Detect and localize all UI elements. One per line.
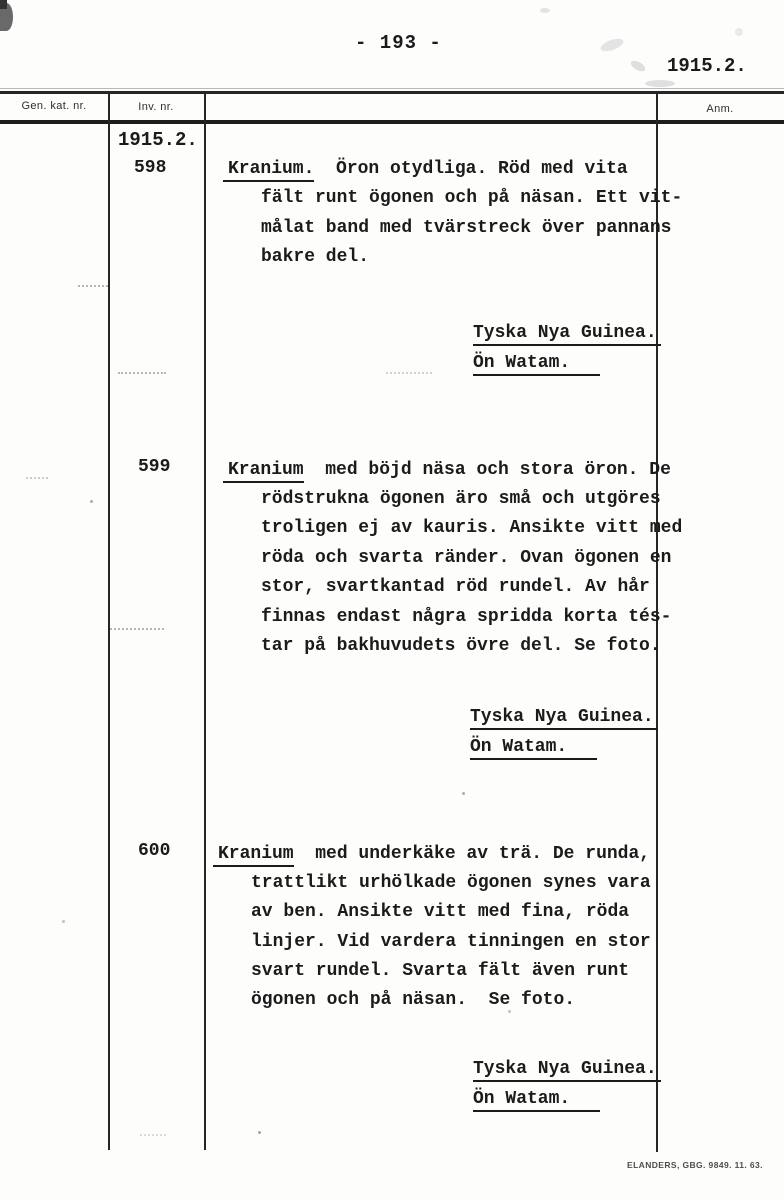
collection-year-reference: 1915.2. <box>667 55 747 77</box>
entry-599-line-1 <box>228 460 671 480</box>
entry-600-lead-word: Kranium <box>213 844 294 867</box>
scan-smudge <box>540 8 550 13</box>
entry-598-lead-word: Kranium. <box>223 159 314 182</box>
scan-speckle <box>508 1010 511 1013</box>
printer-imprint: ELANDERS, GBG. 9849. 11. 63. <box>627 1160 763 1170</box>
scan-speckle-row <box>386 372 432 374</box>
entry-600-line-1 <box>218 844 650 864</box>
entry-600-line-3: av ben. Ansikte vitt med fina, röda <box>251 902 630 922</box>
scan-speckle-row <box>26 477 48 479</box>
table-top-rule <box>0 91 784 94</box>
scan-smudge <box>599 36 625 54</box>
scan-blob-corner <box>0 3 13 31</box>
entry-598-line-4: bakre del. <box>261 247 370 267</box>
entry-598-location-1: Tyska Nya Guinea. <box>473 323 661 343</box>
entry-599-lead-word: Kranium <box>223 460 304 483</box>
column-header-inv-nr: Inv. nr. <box>138 101 174 113</box>
entry-600-line-6: ögonen och på näsan. Se foto. <box>251 990 576 1010</box>
entry-599-line-2: rödstrukna ögonen äro små och utgöres <box>261 489 661 509</box>
entry-599-inv-nr: 599 <box>138 457 171 477</box>
entry-599-line-1-rest: med böjd näsa och stora öron. De <box>303 460 671 480</box>
entry-600-line-5: svart rundel. Svarta fält även runt <box>251 961 630 981</box>
scan-speckle <box>90 500 93 503</box>
entry-599-line-7: tar på bakhuvudets övre del. Se foto. <box>261 636 661 656</box>
page-number: - 193 - <box>355 32 442 54</box>
group-label: 1915.2. <box>118 129 198 151</box>
scan-speckle-row <box>118 372 166 374</box>
entry-599-line-6: finnas endast några spridda korta tés- <box>261 607 672 627</box>
column-divider-2 <box>204 92 206 1150</box>
table-header-rule <box>0 120 784 124</box>
column-header-gen-kat-nr: Gen. kat. nr. <box>21 100 87 112</box>
entry-598-line-2: fält runt ögonen och på näsan. Ett vit- <box>261 188 683 208</box>
scan-smudge <box>645 80 675 87</box>
scan-blob-corner-dark <box>0 0 7 9</box>
top-rule-shadow <box>0 88 784 89</box>
column-header-anm: Anm. <box>706 103 734 115</box>
scan-speckle <box>258 1131 261 1134</box>
entry-599-line-5: stor, svartkantad röd rundel. Av hår <box>261 577 650 597</box>
entry-599-line-4: röda och svarta ränder. Ovan ögonen en <box>261 548 672 568</box>
scan-smudge <box>735 28 743 36</box>
entry-599-location-1: Tyska Nya Guinea. <box>470 707 658 727</box>
entry-598-line-3: målat band med tvärstreck över pannans <box>261 218 672 238</box>
column-divider-1 <box>108 92 110 1150</box>
entry-600-inv-nr: 600 <box>138 841 171 861</box>
scan-speckle <box>462 792 465 795</box>
scan-smudge <box>629 59 647 74</box>
scan-speckle-row <box>78 285 108 287</box>
entry-600-location-2: Ön Watam. <box>473 1089 600 1109</box>
entry-600-line-4: linjer. Vid vardera tinningen en stor <box>251 932 651 952</box>
entry-598-location-2: Ön Watam. <box>473 353 600 373</box>
entry-599-line-3: troligen ej av kauris. Ansikte vitt med <box>261 518 683 538</box>
entry-598-line-1 <box>228 159 628 179</box>
entry-598-inv-nr: 598 <box>134 158 167 178</box>
entry-600-line-1-rest: med underkäke av trä. De runda, <box>293 844 651 864</box>
scan-speckle-row <box>110 628 164 630</box>
entry-598-line-1-rest: Öron otydliga. Röd med vita <box>314 159 628 179</box>
entry-600-location-1: Tyska Nya Guinea. <box>473 1059 661 1079</box>
scan-speckle <box>62 920 65 923</box>
scan-speckle-row <box>140 1134 166 1136</box>
entry-600-line-2: trattlikt urhölkade ögonen synes vara <box>251 873 651 893</box>
entry-599-location-2: Ön Watam. <box>470 737 597 757</box>
